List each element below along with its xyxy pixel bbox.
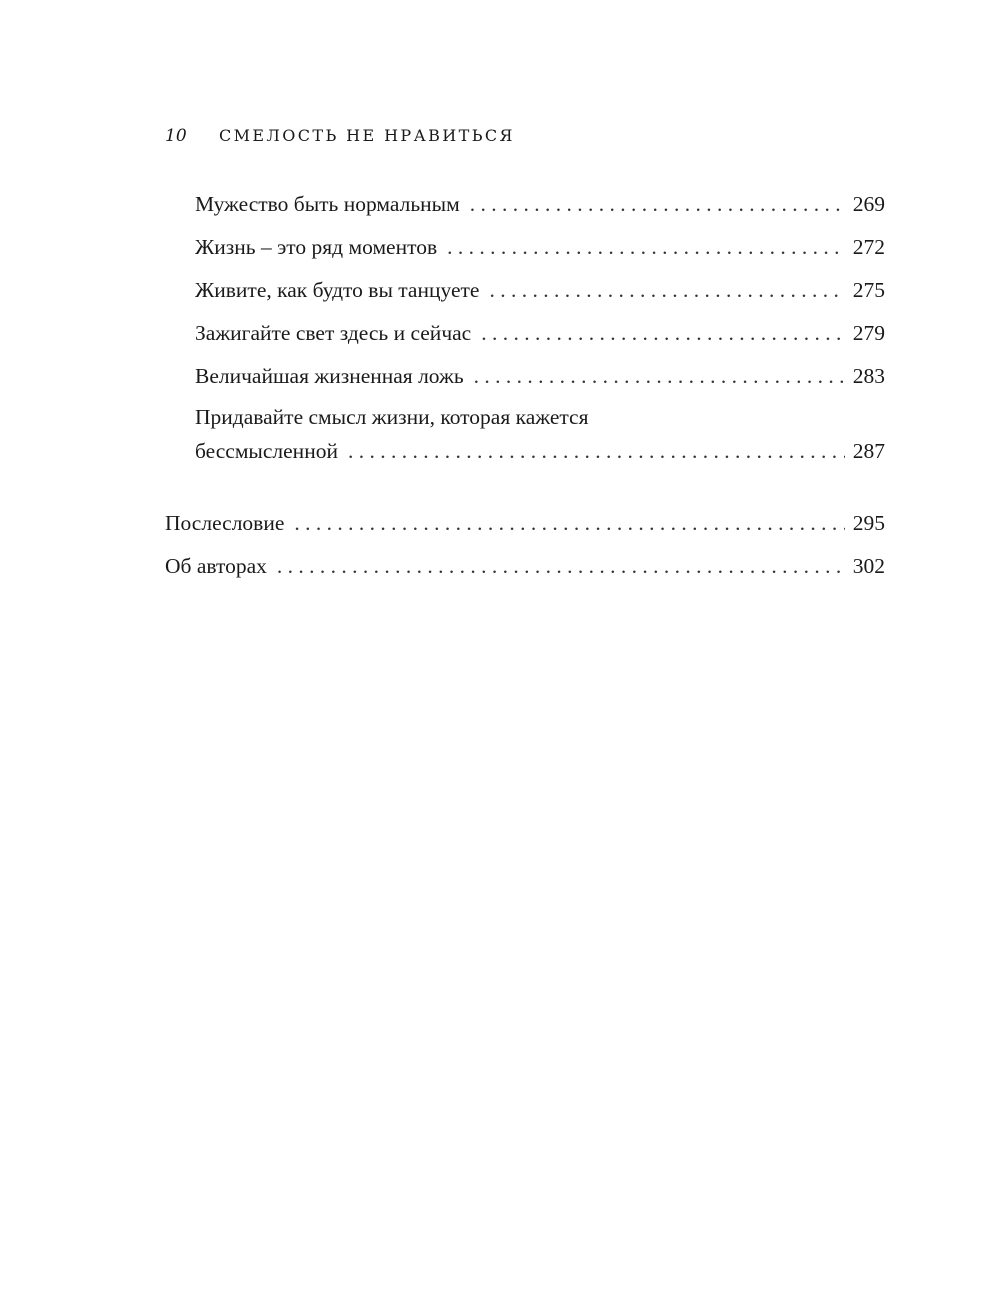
toc-entry[interactable] — [165, 315, 885, 358]
toc-leader-dots — [470, 186, 845, 222]
toc-leader-dots — [489, 272, 844, 308]
running-head — [165, 124, 515, 148]
toc-leader-dots — [447, 229, 845, 265]
toc-leader-dots — [294, 505, 844, 541]
toc-entry-title: Живите, как будто вы танцуете — [195, 278, 480, 302]
toc-leader-dots — [481, 315, 845, 351]
toc-entry-title: Послесловие — [165, 511, 285, 535]
toc-entry-page: 272 — [852, 235, 885, 259]
toc-entry[interactable] — [165, 272, 885, 315]
toc-entry-page: 279 — [852, 321, 885, 345]
toc-entry[interactable] — [165, 505, 885, 548]
toc-entry-page: 269 — [852, 192, 885, 216]
toc-entry-title: Зажигайте свет здесь и сейчас — [195, 321, 472, 345]
toc-entry-title-line2: бессмысленной — [195, 439, 338, 463]
toc-entry-page: 287 — [852, 439, 885, 463]
toc-entry-page: 302 — [852, 554, 885, 578]
toc-leader-dots — [348, 433, 845, 469]
toc-leader-dots — [277, 548, 845, 584]
toc-entry-title: Жизнь – это ряд моментов — [195, 235, 438, 259]
toc-entry[interactable] — [165, 358, 885, 401]
table-of-contents — [165, 186, 885, 591]
toc-entry-title: Мужество быть нормальным — [195, 192, 460, 216]
page-number: 10 — [165, 126, 187, 146]
toc-entry-title: Величайшая жизненная ложь — [195, 364, 464, 388]
toc-entry-page: 283 — [852, 364, 885, 388]
toc-entry-page: 295 — [852, 511, 885, 535]
toc-entry-page: 275 — [852, 278, 885, 302]
toc-entry[interactable] — [165, 186, 885, 229]
toc-entry[interactable] — [165, 548, 885, 591]
book-title: СМЕЛОСТЬ НЕ НРАВИТЬСЯ — [219, 126, 515, 145]
toc-entry-title-line1: Придавайте смысл жизни, которая кажется — [195, 405, 589, 429]
toc-entry[interactable] — [165, 229, 885, 272]
toc-entry[interactable] — [165, 401, 885, 481]
toc-entry-title: Об авторах — [165, 554, 267, 578]
toc-leader-dots — [474, 358, 845, 394]
